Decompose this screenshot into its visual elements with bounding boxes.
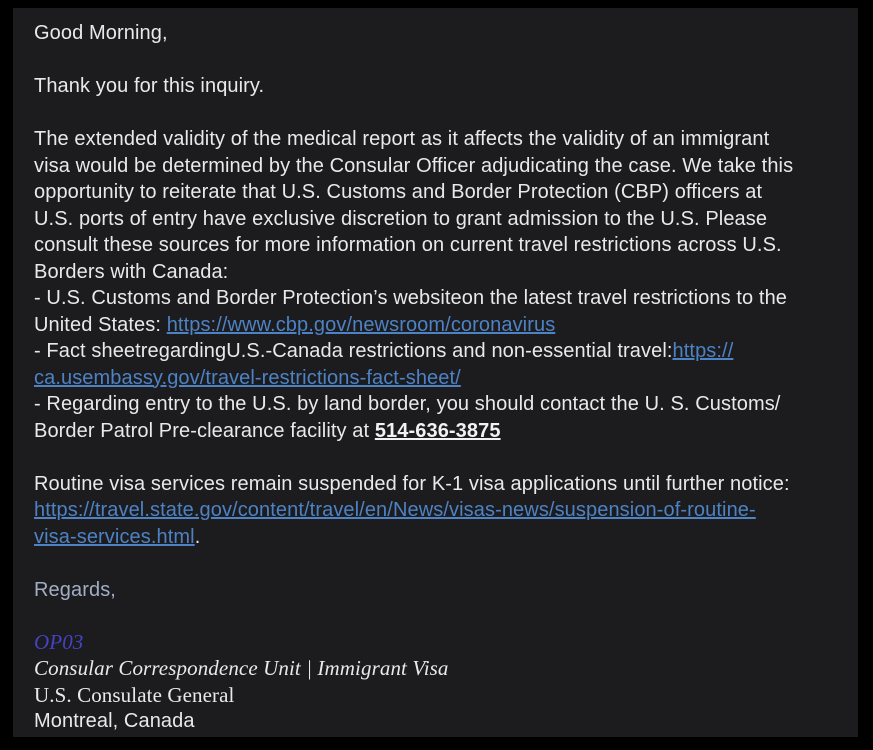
email-viewer xyxy=(13,8,858,737)
text-run: - Fact sheetregardingU.S.-Canada restrictions and non-essential travel: xyxy=(34,340,673,362)
text-run: opportunity to reiterate that U.S. Customs and Border Protection (CBP) officers at xyxy=(34,181,763,203)
phone-number-link[interactable]: 514-636-3875 xyxy=(374,419,501,442)
text-run: visa would be determined by the Consular Officer adjudicating the case. We take this xyxy=(34,154,794,177)
text-run: Thank you for this inquiry. xyxy=(34,75,265,97)
text-run: Routine visa services remain suspended for K-1 visa applications until further notice: xyxy=(34,472,790,495)
text-run: U.S. ports of entry have exclusive discretion to grant admission to the U.S. Please xyxy=(34,207,768,230)
text-run: Good Morning, xyxy=(34,22,168,44)
email-link[interactable]: visa-services.html xyxy=(34,525,195,548)
email-link[interactable]: https://travel.state.gov/content/travel/en/News/visas-news/suspension-of-routine- xyxy=(34,499,756,521)
text-run: Borders with Canada: xyxy=(34,260,229,283)
main-paragraph xyxy=(34,126,854,444)
text-run: The extended validity of the medical report as it affects the validity of an immigrant xyxy=(34,128,770,150)
email-link[interactable]: https:// xyxy=(672,340,734,362)
text-run: - Regarding entry to the U.S. by land border, you should contact the U. S. Customs/ xyxy=(34,393,781,415)
email-link[interactable]: ca.usembassy.gov/travel-restrictions-fact-sheet/ xyxy=(34,366,461,389)
text-run: Border Patrol Pre-clearance facility at xyxy=(34,419,375,442)
sig-op-text: OP03 xyxy=(34,629,84,654)
regards-line xyxy=(34,577,854,604)
thanks-line xyxy=(34,73,854,100)
email-link[interactable]: https://www.cbp.gov/newsroom/coronavirus xyxy=(166,313,556,336)
greeting xyxy=(34,20,854,47)
email-body xyxy=(13,8,858,735)
sig-italic-text: Consular Correspondence Unit | Immigrant Visa xyxy=(34,656,449,680)
sig-serif-text: U.S. Consulate General xyxy=(34,682,235,707)
signature-block xyxy=(34,630,854,735)
text-run: United States: xyxy=(34,313,167,336)
text-run: Regards, xyxy=(34,578,116,601)
sig-sans-text: Montreal, Canada xyxy=(34,710,195,732)
text-run: - U.S. Customs and Border Protection’s websiteon the latest travel restrictions to the xyxy=(34,287,788,309)
text-run: consult these sources for more information on current travel restrictions across U.S. xyxy=(34,234,782,256)
text-run: . xyxy=(194,525,201,548)
routine-services-paragraph xyxy=(34,471,854,551)
